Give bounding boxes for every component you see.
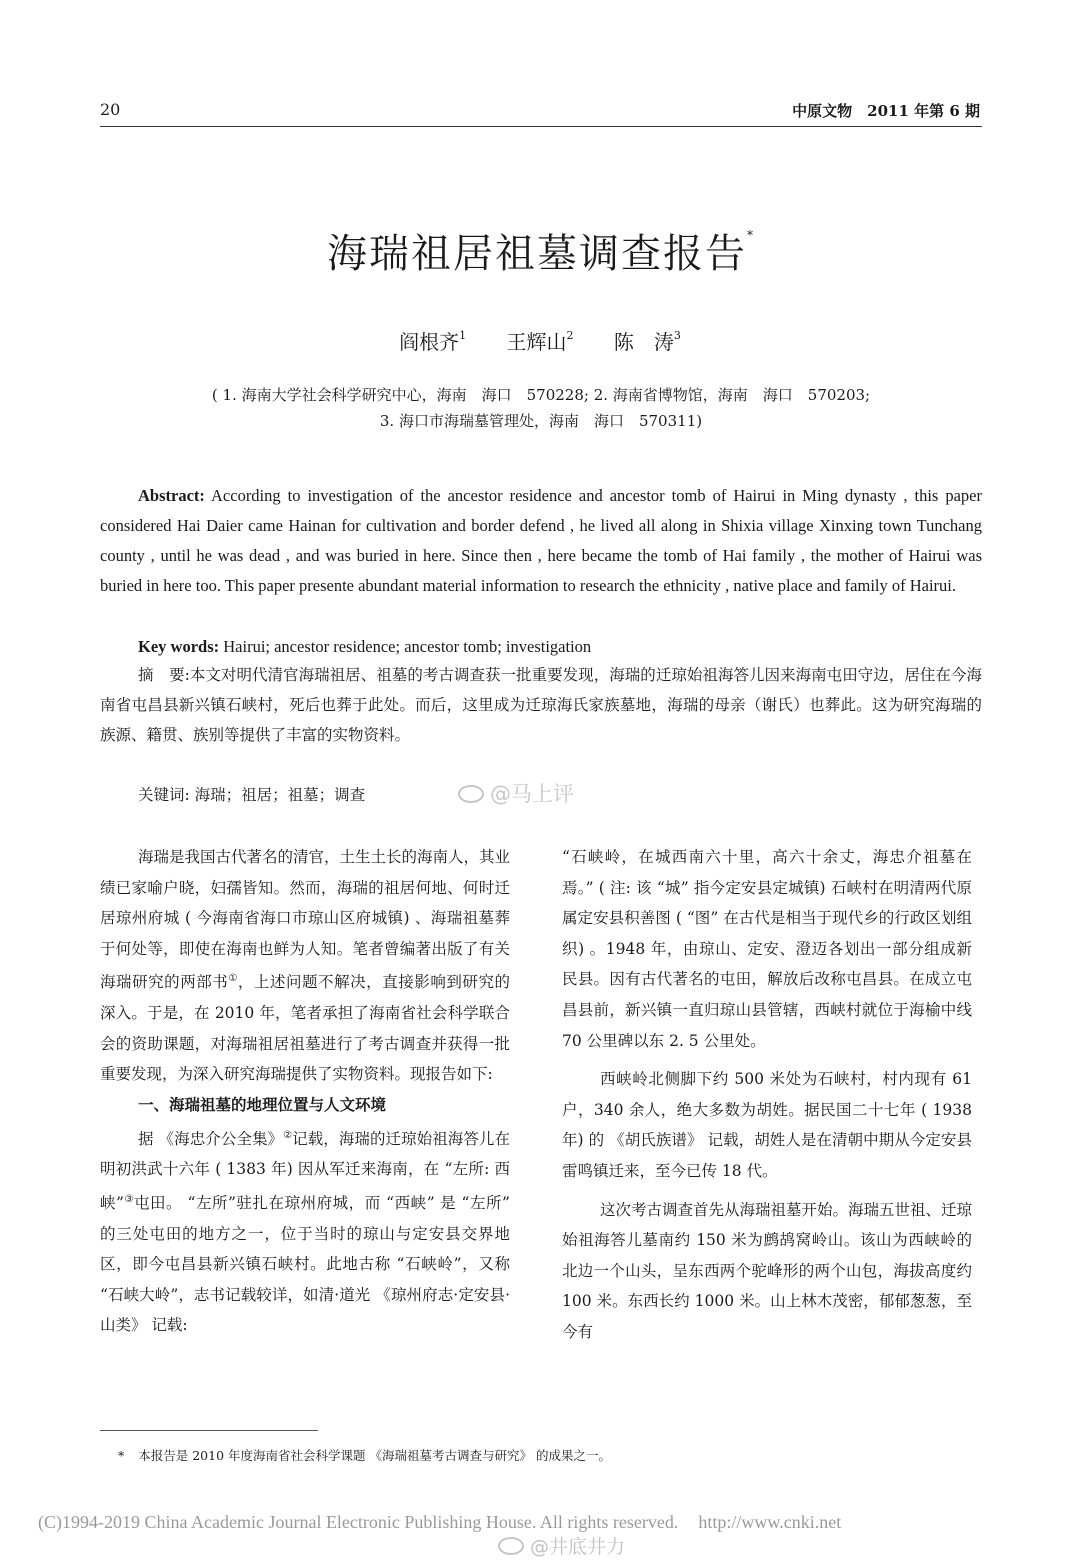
paragraph: 西峡岭北侧脚下约 500 米处为石峡村，村内现有 61 户，340 余人，绝大多数为胡姓。据民国二十七年 ( 1938 年) 的 《胡氏族谱》 记载，胡姓人是在清朝中期从今定安县雷鸣镇迁来，至今已传 18 代。 xyxy=(562,1070,972,1180)
abstract-text: According to investigation of the ancestor residence and ancestor tomb of Hairui in Ming dynasty , this paper considered Hai Daier came Hainan for cultivation and border defend , he lived all along in Shixia village Xinxing town Tunchang county , until he was dead , and was buried in here. Since then , here became the tomb of Hai family , the mother of Hairui was buried in here too. This paper presente abundant material information to research the ethnicity , native place and family of Hairui. xyxy=(100,486,982,595)
cnki-link[interactable]: http://www.cnki.net xyxy=(698,1512,842,1532)
page-number: 20 xyxy=(100,100,121,119)
weibo-icon xyxy=(458,785,484,803)
paper-title-block xyxy=(0,222,1080,279)
author: 阎根齐$^1$ xyxy=(399,329,467,354)
footnote-ref: ② xyxy=(283,1129,293,1141)
paragraph: 这次考古调查首先从海瑞祖墓开始。海瑞五世祖、迁琼始祖海答儿墓南约 150 米为鹧鸪窝岭山。该山为西峡岭的北边一个山头，呈东西两个驼峰形的两个山包，海拔高度约 100 米。东西长约 1000 米。山上林木茂密，郁郁葱葱，至今有 xyxy=(562,1200,973,1341)
body-column-right xyxy=(562,842,972,1348)
weibo-icon xyxy=(498,1537,524,1555)
copyright-text: (C)1994-2019 China Academic Journal Electronic Publishing House. All rights reserved. xyxy=(38,1512,679,1532)
keywords-label: Key words: xyxy=(138,637,220,656)
chinese-abstract-text: 本文对明代清官海瑞祖居、祖墓的考古调查获一批重要发现，海瑞的迁琼始祖海答儿因来海南屯田守边，居住在今海南省屯昌县新兴镇石峡村，死后也葬于此处。而后，这里成为迁琼海氏家族墓地，海瑞的母亲（谢氏）也葬此。这为研究海瑞的族源、籍贯、族别等提供了丰富的实物资料。 xyxy=(100,666,982,744)
body-column-left xyxy=(100,842,510,1341)
weibo-watermark-top: @马上评 xyxy=(458,778,574,808)
paragraph: 海瑞是我国古代著名的清官，土生土长的海南人，其业绩已家喻户晓，妇孺皆知。然而，海瑞的祖居何地、何时迁居琼州府城 ( 今海南省海口市琼山区府城镇) 、海瑞祖墓葬于何处等，即使在海南也鲜为人知。笔者曾编著出版了有关海瑞研究的两部书①，上述问题不解决，直接影响到研究的深入。于是，在 2010 年，笔者承担了海南省社会科学联合会的资助课题，对海瑞祖居祖墓进行了考古调查并获得一批重要发现，为深入研究海瑞提供了实物资料。现报告如下: xyxy=(100,848,511,1084)
abstract-label: Abstract: xyxy=(138,486,205,505)
copyright-line xyxy=(38,1512,841,1533)
footnote-text: 本报告是 2010 年度海南省社会科学课题 《海瑞祖墓考古调查与研究》 的成果之一。 xyxy=(138,1448,611,1463)
footnote xyxy=(118,1446,611,1464)
author-list xyxy=(0,326,1080,355)
english-abstract xyxy=(100,481,982,601)
footnote-rule xyxy=(100,1430,318,1431)
title-footnote-mark: * xyxy=(747,228,753,242)
paragraph: 据 《海忠介公全集》②记载，海瑞的迁琼始祖海答儿在明初洪武十六年 ( 1383 年) 因从军迁来海南，在 “左所: 西峡”③屯田。 “左所”驻扎在琼州府城，而 “西峡” 是 “左所” 的三处屯田的地方之一，位于当时的琼山与定安县交界地区，即今屯昌县新兴镇石峡村。此地古称 “石峡岭”，又称 “石峡大岭”，志书记载较详，如清·道光 《琼州府志·定安县·山类》 记载: xyxy=(100,1129,510,1335)
section-heading: 一、海瑞祖墓的地理位置与人文环境 xyxy=(138,1094,387,1114)
affiliation-line-1: ( 1. 海南大学社会科学研究中心，海南 海口 570228; 2. 海南省博物馆，海南 海口 570203; xyxy=(211,386,871,404)
affiliations xyxy=(100,382,982,434)
weibo-watermark-bottom: @井底井力 xyxy=(498,1532,625,1559)
author: 陈 涛$^3$ xyxy=(613,329,681,354)
paragraph: “石峡岭，在城西南六十里，高六十余丈，海忠介祖墓在焉。” ( 注: 该 “城” 指今定安县定城镇) 石峡村在明清两代原属定安县积善图 ( “图” 在古代是相当于现代乡的行政区划组织) 。1948 年，由琼山、定安、澄迈各划出一部分组成新民县。因有古代著名的屯田，解放后改称屯昌县。在成立屯昌县前，新兴镇一直归琼山县管辖，西峡村就位于海榆中线 70 公里碑以东 2. 5 公里处。 xyxy=(562,848,972,1050)
author: 王辉山$^2$ xyxy=(506,329,574,354)
chinese-keywords-label: 关键词: xyxy=(138,786,190,804)
chinese-abstract xyxy=(100,660,982,750)
keywords-text: Hairui; ancestor residence; ancestor tomb; investigation xyxy=(223,637,592,656)
english-keywords xyxy=(100,632,982,662)
journal-issue: 中原文物 2011 年第 6 期 xyxy=(792,102,980,120)
footnote-ref: ① xyxy=(228,973,238,985)
footnote-mark: * xyxy=(118,1448,125,1463)
chinese-keywords-text: 海瑞；祖居；祖墓；调查 xyxy=(194,786,366,804)
header-rule xyxy=(100,126,982,127)
footnote-ref: ③ xyxy=(123,1193,134,1205)
paper-title: 海瑞祖居祖墓调查报告 xyxy=(327,231,747,277)
affiliation-line-2: 3. 海口市海瑞墓管理处，海南 海口 570311) xyxy=(379,412,703,430)
chinese-keywords xyxy=(138,783,365,805)
chinese-abstract-label: 摘 要: xyxy=(138,666,190,684)
